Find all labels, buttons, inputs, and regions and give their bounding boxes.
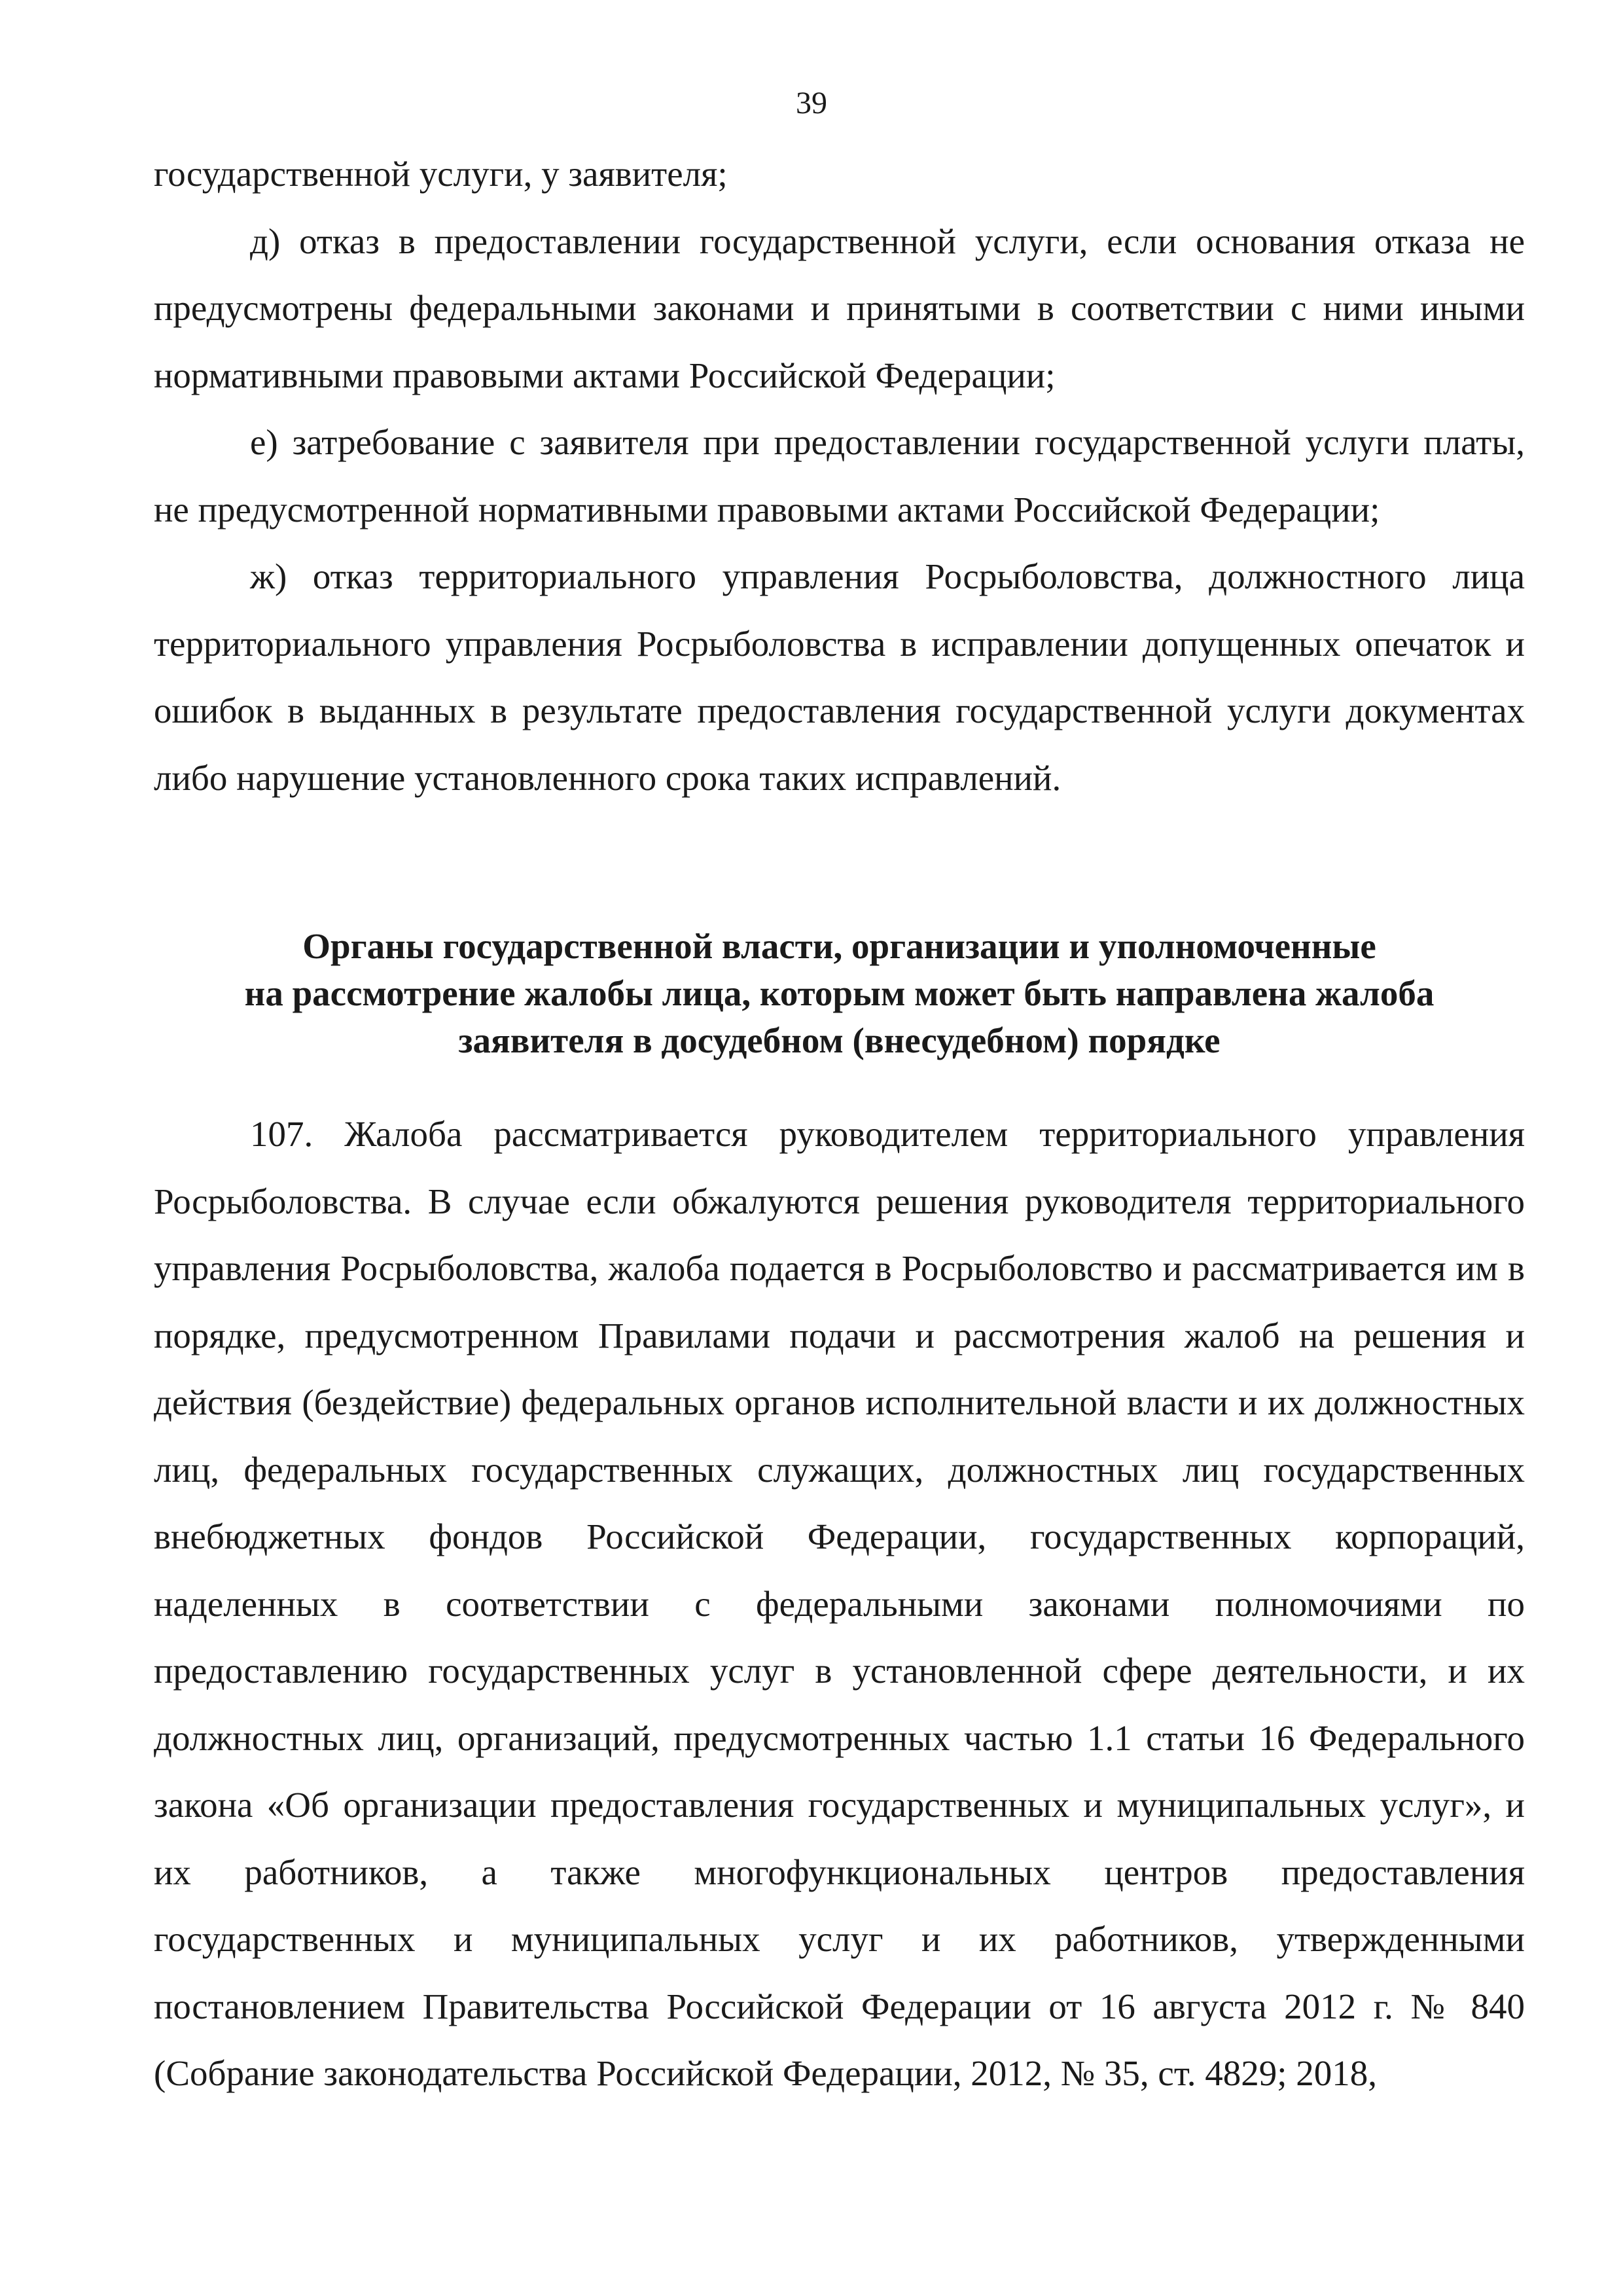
page-number: 39 — [796, 86, 827, 120]
heading-line: заявителя в досудебном (внесудебном) порядке — [458, 1020, 1221, 1060]
paragraph-107: 107. Жалоба рассматривается руководителем территориального управления Росрыболовства. В случае если обжалуются решения руководителя территориального управления Росрыболовства, жалоба подается в Росрыболовство и рассматривается им в порядке, предусмотренном Правилами подачи и рассмотрения жалоб на решения и действия (бездействие) федеральных органов исполнительной власти и их должностных лиц, федеральных государственных служащих, должностных лиц государственных внебюджетных фондов Российской Федерации, государственных корпораций, наделенных в соответствии с федеральными законами полномочиями по предоставлению государственных услуг в установленной сфере деятельности, и их должностных лиц, организаций, предусмотренных частью 1.1 статьи 16 Федерального закона «Об организации предоставления государственных и муниципальных услуг», и их работников, а также многофункциональных центров предоставления государственных и муниципальных услуг и их работников, утвержденными постановлением Правительства Российской Федерации от 16 августа 2012 г. № 840 (Собрание законодательства Российской Федерации, 2012, № 35, ст. 4829; 2018, — [154, 1114, 1525, 2093]
text-block-top — [154, 141, 1525, 812]
paragraph-item-e: е) затребование с заявителя при предоставлении государственной услуги платы, не предусмотренной нормативными правовыми актами Российской Федерации; — [154, 422, 1525, 529]
paragraph-item-zh: ж) отказ территориального управления Росрыболовства, должностного лица территориального управления Росрыболовства в исправлении допущенных опечаток и ошибок в выданных в результате предоставления государственной услуги документах либо нарушение установленного срока таких исправлений. — [154, 556, 1525, 798]
paragraph-continuation: государственной услуги, у заявителя; — [154, 154, 728, 194]
section-heading — [154, 923, 1525, 1064]
text-block-bottom — [154, 1101, 1525, 2108]
heading-line: на рассмотрение жалобы лица, которым может быть направлена жалоба — [244, 973, 1435, 1013]
heading-line: Органы государственной власти, организации и уполномоченные — [302, 926, 1376, 966]
paragraph-item-d: д) отказ в предоставлении государственной услуги, если основания отказа не предусмотрены федеральными законами и принятыми в соответствии с ними иными нормативными правовыми актами Российской Федерации; — [154, 221, 1525, 395]
